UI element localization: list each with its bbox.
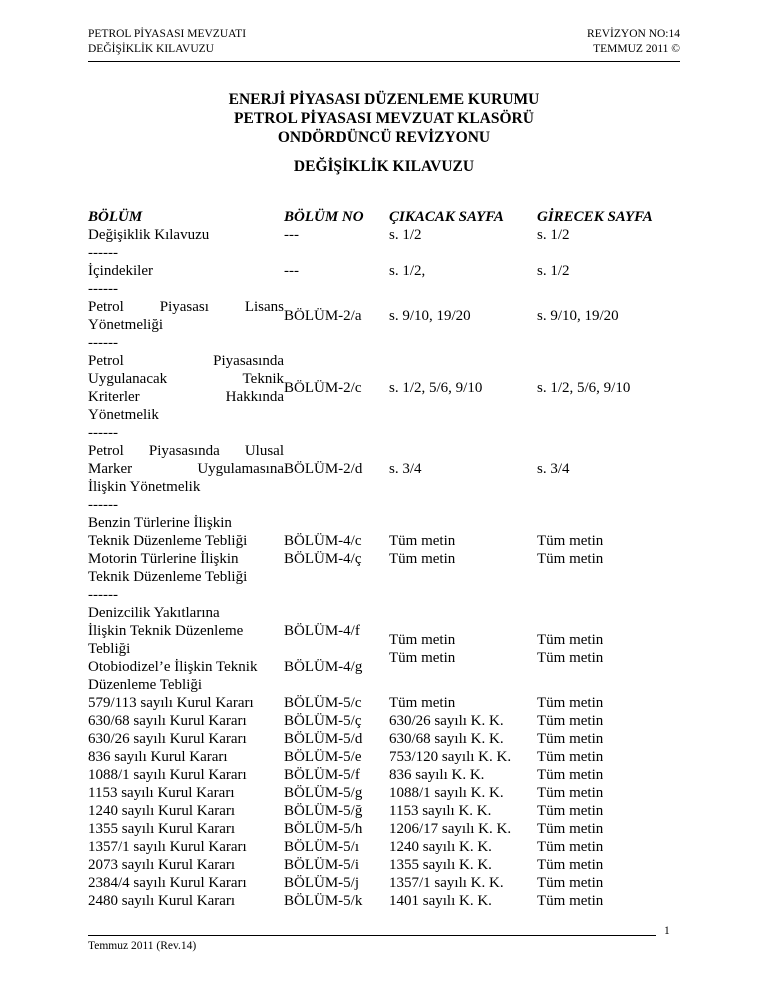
row-name: 630/68 sayılı Kurul Kararı: [88, 713, 247, 729]
row-in: Tüm metin Tüm metin: [537, 533, 604, 567]
header-left: [88, 27, 246, 57]
row-out: Tüm metin Tüm metin: [389, 632, 456, 666]
row-name: Petrol Piyasasında Uygulanacak Teknik Kriterler Hakkında Yönetmelik ------: [88, 353, 284, 441]
table-row: [88, 892, 677, 910]
row-in: Tüm metin Tüm metin: [537, 632, 604, 666]
table-row: [88, 748, 677, 766]
row-out: 1088/1 sayılı K. K.: [389, 785, 504, 801]
row-no: BÖLÜM-4/c BÖLÜM-4/ç: [284, 533, 362, 567]
table-row: [88, 730, 677, 748]
table-row: [88, 226, 677, 262]
row-out: s. 1/2: [389, 227, 422, 243]
row-out: 1153 sayılı K. K.: [389, 803, 492, 819]
row-in: Tüm metin: [537, 839, 604, 855]
row-in: Tüm metin: [537, 875, 604, 891]
header-divider: [88, 61, 680, 62]
row-in: Tüm metin: [537, 893, 604, 909]
table-row: [88, 352, 677, 442]
table-row: [88, 766, 677, 784]
row-out: 1355 sayılı K. K.: [389, 857, 492, 873]
row-no: BÖLÜM-5/j: [284, 875, 359, 891]
row-in: Tüm metin: [537, 821, 604, 837]
header-bolum: BÖLÜM: [88, 209, 143, 225]
row-no: BÖLÜM-5/d: [284, 731, 363, 747]
row-out: 753/120 sayılı K. K.: [389, 749, 512, 765]
header-cikacak-sayfa: ÇIKACAK SAYFA: [389, 209, 504, 225]
row-no: BÖLÜM-4/f BÖLÜM-4/g: [284, 623, 363, 675]
separator: ------: [88, 335, 118, 351]
table-row: [88, 874, 677, 892]
row-no: BÖLÜM-5/ı: [284, 839, 359, 855]
header-right-line2: TEMMUZ 2011 ©: [593, 43, 680, 55]
row-no: BÖLÜM-5/ğ: [284, 803, 363, 819]
table-row: [88, 442, 677, 514]
row-name: Benzin Türlerine İlişkin Teknik Düzenleme Tebliği Motorin Türlerine İlişkin Teknik Düzenleme Tebliği ------: [88, 514, 284, 604]
header-right-line1: REVİZYON NO:14: [587, 28, 680, 40]
row-name: 836 sayılı Kurul Kararı: [88, 749, 228, 765]
change-guide-table: [88, 208, 677, 910]
row-in: Tüm metin: [537, 857, 604, 873]
row-in: Tüm metin: [537, 749, 604, 765]
table-header-row: [88, 208, 677, 226]
row-in: s. 1/2: [537, 263, 570, 279]
row-name: Değişiklik Kılavuzu ------: [88, 226, 284, 262]
row-in: s. 1/2: [537, 227, 570, 243]
table-row: [88, 604, 677, 694]
row-in: Tüm metin: [537, 803, 604, 819]
row-no: BÖLÜM-5/c: [284, 695, 362, 711]
table-row: [88, 712, 677, 730]
row-name: 1153 sayılı Kurul Kararı: [88, 785, 235, 801]
separator: ------: [88, 425, 118, 441]
row-in: Tüm metin: [537, 731, 604, 747]
page-number: 1: [664, 925, 670, 937]
row-in: Tüm metin: [537, 767, 604, 783]
row-name: 1355 sayılı Kurul Kararı: [88, 821, 236, 837]
table-row: [88, 514, 677, 604]
row-no: BÖLÜM-2/a: [284, 308, 362, 324]
separator: ------: [88, 497, 118, 513]
row-in: s. 3/4: [537, 461, 570, 477]
table-row: [88, 820, 677, 838]
table-row: [88, 298, 677, 352]
row-out: s. 1/2, 5/6, 9/10: [389, 380, 483, 396]
row-no: BÖLÜM-5/ç: [284, 713, 362, 729]
row-name: Petrol Piyasasında Ulusal Marker Uygulamasına İlişkin Yönetmelik ------: [88, 443, 284, 513]
row-out: 630/26 sayılı K. K.: [389, 713, 504, 729]
row-out: 1357/1 sayılı K. K.: [389, 875, 504, 891]
separator: ------: [88, 245, 118, 261]
row-no: BÖLÜM-5/e: [284, 749, 362, 765]
document-subtitle: DEĞİŞİKLİK KILAVUZU: [293, 158, 475, 175]
table-row: [88, 802, 677, 820]
table-row: [88, 784, 677, 802]
title-line2: PETROL PİYASASI MEVZUAT KLASÖRÜ: [234, 110, 534, 127]
row-out: Tüm metin: [389, 695, 456, 711]
row-name: 1240 sayılı Kurul Kararı: [88, 803, 236, 819]
row-in: Tüm metin: [537, 695, 604, 711]
separator: ------: [88, 587, 118, 603]
table-row: [88, 856, 677, 874]
row-name: 2480 sayılı Kurul Kararı: [88, 893, 236, 909]
row-out: s. 1/2,: [389, 263, 426, 279]
row-no: BÖLÜM-5/k: [284, 893, 363, 909]
header-bolum-no: BÖLÜM NO: [284, 209, 364, 225]
document-title: [0, 90, 768, 147]
row-in: Tüm metin: [537, 785, 604, 801]
header-right: [587, 27, 680, 57]
row-out: 1206/17 sayılı K. K.: [389, 821, 512, 837]
table-row: [88, 694, 677, 712]
table-row: [88, 838, 677, 856]
row-out: 630/68 sayılı K. K.: [389, 731, 504, 747]
row-no: ---: [284, 263, 299, 279]
title-line3: ONDÖRDÜNCÜ REVİZYONU: [277, 129, 491, 146]
row-no: BÖLÜM-5/i: [284, 857, 359, 873]
row-name: 630/26 sayılı Kurul Kararı: [88, 731, 247, 747]
footer-divider: [88, 935, 656, 936]
row-name: 1357/1 sayılı Kurul Kararı: [88, 839, 247, 855]
row-out: 1401 sayılı K. K.: [389, 893, 492, 909]
row-name: Petrol Piyasası Lisans Yönetmeliği ------: [88, 299, 284, 351]
row-no: BÖLÜM-5/f: [284, 767, 360, 783]
title-line1: ENERJİ PİYASASI DÜZENLEME KURUMU: [228, 91, 540, 108]
row-in: s. 1/2, 5/6, 9/10: [537, 380, 631, 396]
row-in: Tüm metin: [537, 713, 604, 729]
row-name: 1088/1 sayılı Kurul Kararı: [88, 767, 247, 783]
row-no: BÖLÜM-5/g: [284, 785, 363, 801]
row-no: BÖLÜM-2/c: [284, 380, 362, 396]
row-name: 2073 sayılı Kurul Kararı: [88, 857, 236, 873]
header-left-line1: PETROL PİYASASI MEVZUATI: [88, 28, 247, 40]
table-row: [88, 262, 677, 298]
row-out: s. 3/4: [389, 461, 422, 477]
row-name: 579/113 sayılı Kurul Kararı: [88, 695, 254, 711]
header-girecek-sayfa: GİRECEK SAYFA: [537, 209, 653, 225]
row-no: BÖLÜM-5/h: [284, 821, 363, 837]
row-out: s. 9/10, 19/20: [389, 308, 471, 324]
row-in: s. 9/10, 19/20: [537, 308, 619, 324]
row-name: 2384/4 sayılı Kurul Kararı: [88, 875, 247, 891]
row-no: ---: [284, 227, 299, 243]
row-out: Tüm metin Tüm metin: [389, 533, 456, 567]
separator: ------: [88, 281, 118, 297]
row-name: İçindekiler ------: [88, 262, 284, 298]
header-left-line2: DEĞİŞİKLİK KILAVUZU: [88, 43, 214, 55]
row-no: BÖLÜM-2/d: [284, 461, 363, 477]
row-out: 1240 sayılı K. K.: [389, 839, 492, 855]
row-name: Denizcilik Yakıtlarına İlişkin Teknik Düzenleme Tebliği Otobiodizel’e İlişkin Teknik Düzenleme Tebliği: [88, 605, 258, 693]
row-out: 836 sayılı K. K.: [389, 767, 485, 783]
footer-date: Temmuz 2011 (Rev.14): [88, 940, 197, 952]
